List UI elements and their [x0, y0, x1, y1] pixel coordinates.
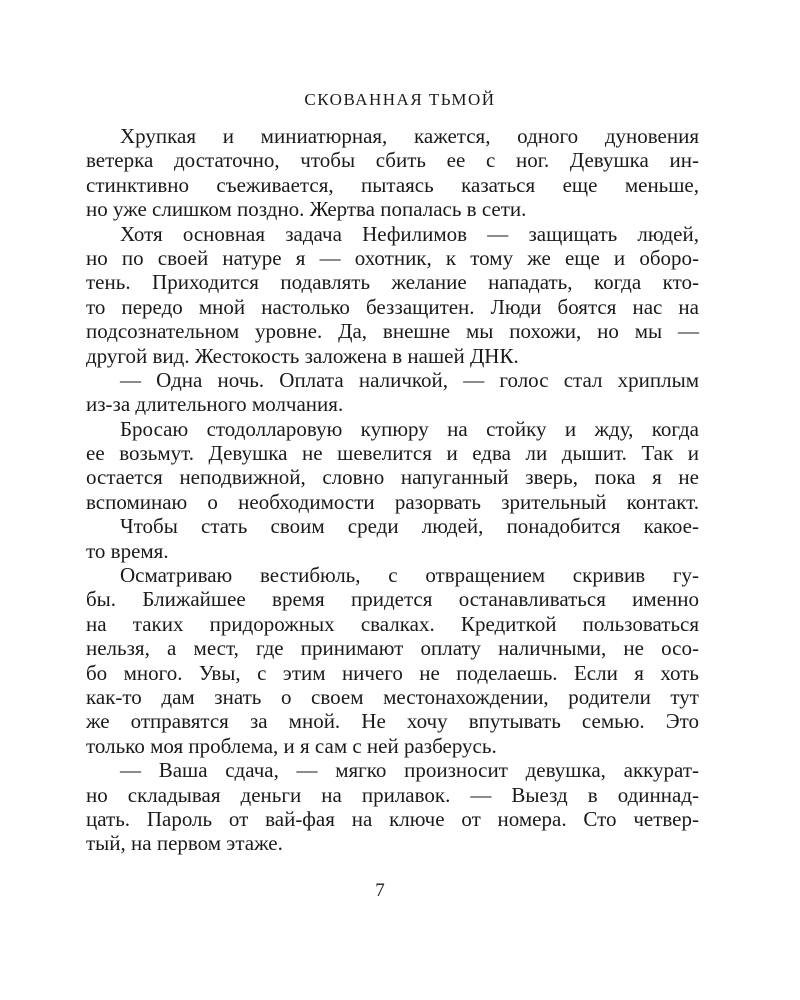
text-line: то время. [86, 538, 169, 563]
text-line: — Ваша сдача, — мягко произносит девушка, аккурат- [120, 758, 699, 783]
text-line: Чтобы стать своим среди людей, понадобится какое- [120, 514, 699, 539]
text-line: вспоминаю о необходимости разорвать зрительный контакт. [86, 489, 699, 514]
text-line: тый, на первом этаже. [86, 831, 283, 856]
text-line: но складывая деньги на прилавок. — Выезд в одиннад- [86, 782, 699, 807]
text-line: нельзя, а мест, где принимают оплату наличными, не осо- [86, 636, 699, 661]
text-line: но уже слишком поздно. Жертва попалась в сети. [86, 197, 527, 222]
text-line: как-то дам знать о своем местонахождении, родители тут [86, 684, 699, 709]
text-line: ее возьмут. Девушка не шевелится и едва ли дышит. Так и [86, 441, 699, 466]
body-text [86, 124, 699, 856]
text-line: цать. Пароль от вай-фая на ключе от номера. Сто четвер- [86, 806, 699, 831]
text-line: бы. Ближайшее время придется останавливаться именно [86, 587, 699, 612]
text-line: подсознательном уровне. Да, внешне мы похожи, но мы — [86, 319, 699, 344]
text-line: Хотя основная задача Нефилимов — защищать людей, [120, 221, 699, 246]
text-line: ветерка достаточно, чтобы сбить ее с ног. Девушка ин- [86, 148, 699, 173]
text-line: стинктивно съеживается, пытаясь казаться еще меньше, [86, 172, 699, 197]
running-head: СКОВАННАЯ ТЬМОЙ [304, 90, 496, 109]
text-line: бо много. Увы, с этим ничего не поделаешь. Если я хоть [86, 660, 699, 685]
text-line: тень. Приходится подавлять желание нападать, когда кто- [86, 270, 699, 295]
text-line: Хрупкая и миниатюрная, кажется, одного дуновения [120, 124, 699, 148]
text-line: же отправятся за мной. Не хочу впутывать семью. Это [86, 709, 699, 734]
text-line: Осматриваю вестибюль, с отвращением скривив гу- [120, 563, 699, 588]
text-line: то передо мной настолько беззащитен. Люди боятся нас на [86, 294, 699, 319]
text-line: но по своей натуре я — охотник, к тому же еще и оборо- [86, 245, 699, 270]
text-line: на таких придорожных свалках. Кредиткой пользоваться [86, 611, 699, 636]
text-line: из-за длительного молчания. [86, 392, 344, 417]
text-line: — Одна ночь. Оплата наличкой, — голос стал хриплым [120, 367, 699, 392]
text-line: только моя проблема, и я сам с ней разберусь. [86, 733, 497, 758]
text-line: Бросаю стодолларовую купюру на стойку и жду, когда [120, 416, 699, 441]
page-number: 7 [375, 880, 385, 901]
text-line: другой вид. Жестокость заложена в нашей ДНК. [86, 343, 519, 368]
text-line: остается неподвижной, словно напуганный зверь, пока я не [86, 465, 699, 490]
